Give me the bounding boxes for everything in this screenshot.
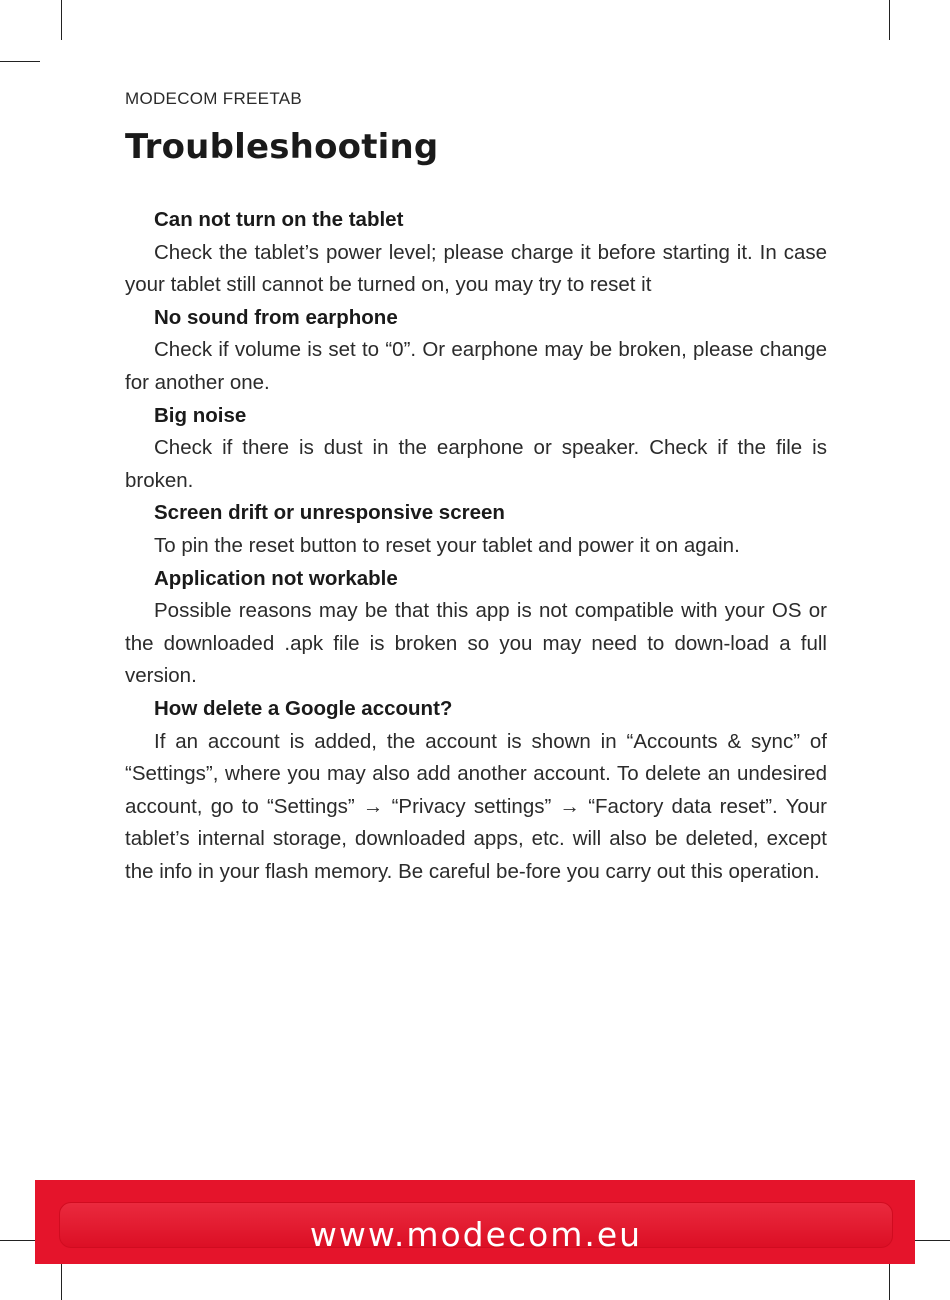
faq-question: Can not turn on the tablet	[154, 208, 404, 231]
crop-mark	[889, 0, 890, 40]
footer-band	[35, 1180, 915, 1264]
faq-question: Big noise	[154, 403, 247, 427]
footer-url: www.modecom.eu	[309, 1215, 643, 1254]
faq-answer: Check if there is dust in the earphone or speaker. Check if the file is broken.	[125, 436, 827, 492]
header-brand: MODECOM FREETAB	[125, 89, 303, 108]
faq-answer: Possible reasons may be that this app is not compatible with your OS or the downloaded .apk file is broken so you may need to down-load a full version.	[125, 599, 827, 688]
faq-question: Screen drift or unresponsive screen	[154, 501, 505, 525]
faq-list	[125, 204, 827, 888]
crop-mark	[0, 61, 40, 62]
faq-question: Application not workable	[154, 566, 398, 590]
faq-question: How delete a Google account?	[154, 696, 453, 720]
crop-mark	[61, 1260, 62, 1300]
page-title: Troubleshooting	[125, 127, 439, 167]
faq-answer: To pin the reset button to reset your tablet and power it on again.	[154, 533, 740, 557]
crop-mark	[889, 1260, 890, 1300]
faq-answer: If an account is added, the account is shown in “Accounts & sync” of “Settings”, where you may also add another account. To delete an undesired account, go to “Settings” → “Privacy settings” → “Factory data reset”. Your tablet’s internal storage, downloaded apps, etc. will also be deleted, except the info in your flash memory. Be careful be-fore you carry out this operation.	[125, 729, 827, 883]
faq-answer: Check if volume is set to “0”. Or earphone may be broken, please change for another one.	[125, 338, 827, 394]
crop-mark	[910, 1240, 950, 1241]
faq-answer: Check the tablet’s power level; please charge it before starting it. In case your tablet still cannot be turned on, you may try to reset it	[125, 240, 827, 297]
crop-mark	[61, 0, 62, 40]
faq-question: No sound from earphone	[154, 305, 398, 329]
crop-mark	[0, 1240, 40, 1241]
footer-url-bar	[59, 1202, 893, 1254]
